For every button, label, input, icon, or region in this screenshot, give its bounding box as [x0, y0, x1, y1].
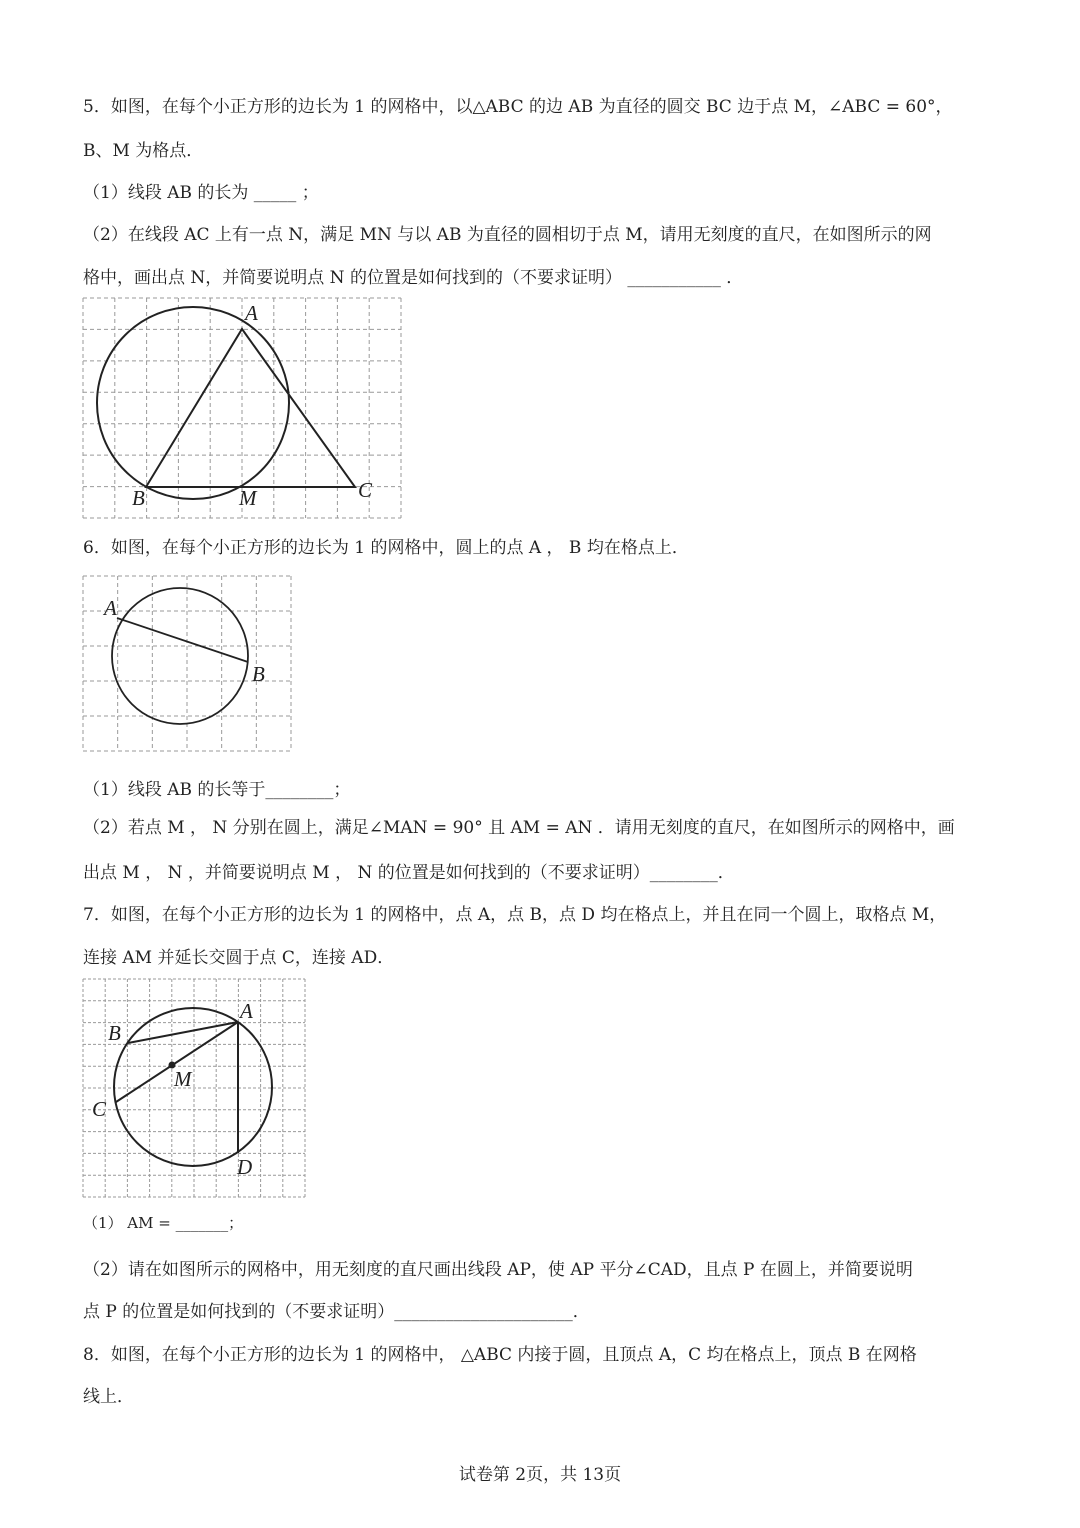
q7-part2-line2: 点 P 的位置是如何找到的（不要求证明）_____________________．	[83, 1302, 590, 1322]
q7-figure	[82, 978, 306, 1198]
q8-stem-line2: 线上．	[83, 1387, 134, 1407]
q8-stem-line1: 8．如图，在每个小正方形的边长为 1 的网格中， △ABC 内接于圆，且顶点 A，C 均在格点上，顶点 B 在网格	[83, 1345, 917, 1365]
q7-part1: （1） AM = _______；	[83, 1214, 244, 1232]
label-a: A	[245, 301, 258, 325]
q6-part2-line2: 出点 M ， N ，并简要说明点 M ， N 的位置是如何找到的（不要求证明）________．	[83, 863, 735, 883]
q6-part1: （1）线段 AB 的长等于________；	[83, 780, 351, 800]
q6-part2-line1: （2）若点 M ， N 分别在圆上，满足∠MAN = 90° 且 AM = AN ．请用无刻度的直尺，在如图所示的网格中，画	[83, 818, 955, 838]
q5-stem-line1: 5．如图，在每个小正方形的边长为 1 的网格中，以△ABC 的边 AB 为直径的圆交 BC 边于点 M，∠ABC = 60°，	[83, 97, 953, 117]
q5-figure	[82, 297, 402, 519]
q7-stem-line1: 7．如图，在每个小正方形的边长为 1 的网格中，点 A，点 B，点 D 均在格点上，并且在同一个圆上，取格点 M，	[83, 905, 947, 925]
label-a: A	[104, 596, 117, 620]
q6-figure	[82, 575, 292, 752]
label-c: C	[358, 478, 373, 502]
q7-part2-line1: （2）请在如图所示的网格中，用无刻度的直尺画出线段 AP，使 AP 平分∠CAD，且点 P 在圆上，并简要说明	[83, 1260, 913, 1280]
page-footer: 试卷第 2页，共 13页	[458, 1465, 622, 1485]
q5-part2-line2: 格中，画出点 N，并简要说明点 N 的位置是如何找到的（不要求证明） ___________ ．	[83, 268, 744, 288]
label-c: C	[92, 1097, 107, 1121]
q7-stem-line2: 连接 AM 并延长交圆于点 C，连接 AD．	[83, 948, 395, 968]
label-a: A	[240, 999, 253, 1023]
label-m: M	[239, 486, 257, 510]
label-b: B	[252, 662, 265, 686]
q6-stem: 6．如图，在每个小正方形的边长为 1 的网格中，圆上的点 A ， B 均在格点上．	[83, 538, 689, 558]
q5-stem-line2: B、M 为格点．	[83, 141, 204, 161]
label-b: B	[108, 1021, 121, 1045]
label-m: M	[174, 1067, 192, 1091]
q5-part2-line1: （2）在线段 AC 上有一点 N，满足 MN 与以 AB 为直径的圆相切于点 M，请用无刻度的直尺，在如图所示的网	[83, 225, 932, 245]
label-b: B	[132, 486, 145, 510]
q5-part1: （1）线段 AB 的长为 _____ ；	[83, 183, 319, 203]
label-d: D	[237, 1155, 253, 1179]
